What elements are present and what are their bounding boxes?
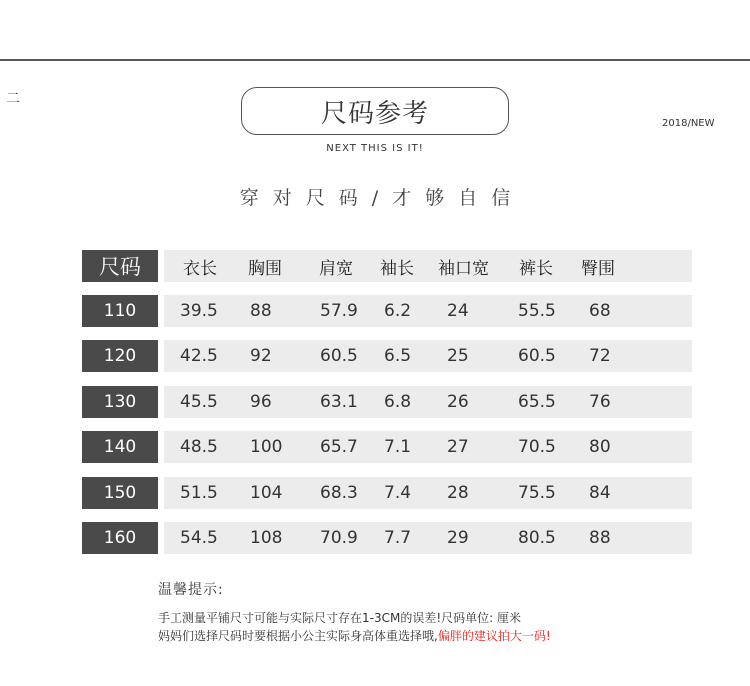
table-cell: 6.2 [384, 301, 412, 321]
table-cell: 7.1 [384, 437, 412, 457]
tips-line: 手工测量平铺尺寸可能与实际尺寸存在1-3CM的误差!尺码单位: 厘米 [158, 611, 522, 625]
table-cell: 27 [447, 437, 469, 457]
table-cell: 60.5 [518, 346, 556, 366]
row-background [164, 522, 692, 554]
table-cell: 96 [250, 392, 272, 412]
table-cell: 65.5 [518, 392, 556, 412]
table-cell: 24 [447, 301, 469, 321]
table-cell: 70.5 [518, 437, 556, 457]
table-row [82, 431, 692, 463]
row-background [164, 477, 692, 509]
size-label: 120 [82, 340, 158, 372]
column-header: 袖口宽 [438, 258, 489, 279]
row-background [164, 431, 692, 463]
row-background [164, 386, 692, 418]
table-cell: 6.5 [384, 346, 412, 366]
column-header: 衣长 [183, 258, 217, 279]
table-cell: 68.3 [320, 483, 358, 503]
table-cell: 80.5 [518, 528, 556, 548]
table-row [82, 340, 692, 372]
side-mark: 二 [6, 91, 20, 107]
tips-line [158, 627, 551, 644]
table-cell: 57.9 [320, 301, 358, 321]
table-cell: 55.5 [518, 301, 556, 321]
table-cell: 45.5 [180, 392, 218, 412]
tips-text: 妈妈们选择尺码时要根据小公主实际身高体重选择哦, [158, 629, 438, 643]
table-cell: 51.5 [180, 483, 218, 503]
table-row [82, 522, 692, 554]
size-label: 110 [82, 295, 158, 327]
table-cell: 108 [250, 528, 283, 548]
column-header: 肩宽 [319, 258, 353, 279]
table-cell: 60.5 [320, 346, 358, 366]
table-cell: 26 [447, 392, 469, 412]
table-cell: 29 [447, 528, 469, 548]
column-header: 袖长 [380, 258, 414, 279]
size-label: 130 [82, 386, 158, 418]
table-cell: 42.5 [180, 346, 218, 366]
size-header-label: 尺码 [82, 250, 158, 282]
table-cell: 84 [589, 483, 611, 503]
tips-highlight: 偏胖的建议拍大一码! [437, 629, 551, 643]
table-cell: 28 [447, 483, 469, 503]
table-cell: 70.9 [320, 528, 358, 548]
table-row [82, 295, 692, 327]
top-divider [0, 59, 750, 61]
table-cell: 92 [250, 346, 272, 366]
table-cell: 7.7 [384, 528, 412, 548]
table-cell: 68 [589, 301, 611, 321]
table-cell: 104 [250, 483, 283, 503]
column-header: 胸围 [248, 258, 282, 279]
row-background [164, 295, 692, 327]
slogan: 穿对尺码/才够自信 [239, 187, 525, 209]
table-cell: 76 [589, 392, 611, 412]
size-label: 160 [82, 522, 158, 554]
table-cell: 88 [250, 301, 272, 321]
table-cell: 25 [447, 346, 469, 366]
table-cell: 88 [589, 528, 611, 548]
table-cell: 54.5 [180, 528, 218, 548]
row-background [164, 340, 692, 372]
table-cell: 7.4 [384, 483, 412, 503]
table-cell: 80 [589, 437, 611, 457]
table-cell: 75.5 [518, 483, 556, 503]
size-label: 150 [82, 477, 158, 509]
table-cell: 72 [589, 346, 611, 366]
size-label: 140 [82, 431, 158, 463]
table-cell: 63.1 [320, 392, 358, 412]
subtitle: NEXT THIS IS IT! [326, 143, 424, 154]
table-cell: 100 [250, 437, 283, 457]
table-header-row [82, 250, 692, 282]
column-header: 裤长 [519, 258, 553, 279]
table-cell: 65.7 [320, 437, 358, 457]
year-tag: 2018/NEW [662, 118, 715, 129]
page-title: 尺码参考 [241, 87, 509, 135]
table-row [82, 386, 692, 418]
table-cell: 48.5 [180, 437, 218, 457]
column-header: 臀围 [581, 258, 615, 279]
table-row [82, 477, 692, 509]
tips-title: 温馨提示: [158, 582, 224, 598]
table-cell: 39.5 [180, 301, 218, 321]
table-cell: 6.8 [384, 392, 412, 412]
